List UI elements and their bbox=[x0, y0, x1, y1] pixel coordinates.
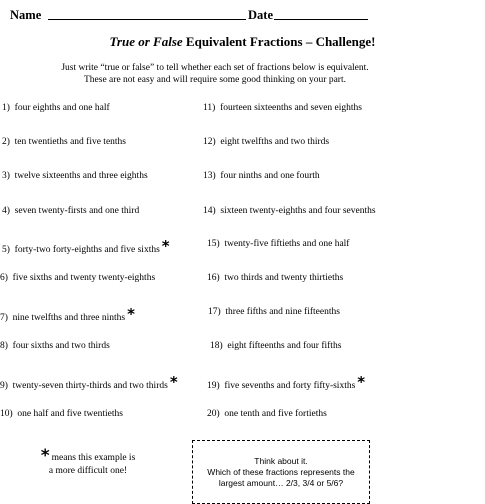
problem-number: 2) bbox=[2, 137, 10, 147]
problem-5 bbox=[2, 239, 170, 255]
problem-number: 5) bbox=[2, 245, 10, 255]
problem-number: 9) bbox=[0, 381, 8, 391]
problem-text: twenty-seven thirty-thirds and two thirds bbox=[12, 381, 168, 391]
problem-number: 16) bbox=[207, 273, 220, 283]
problem-text: sixteen twenty-eighths and four sevenths bbox=[220, 206, 376, 216]
problem-17 bbox=[208, 307, 340, 317]
problem-text: four sixths and two thirds bbox=[12, 341, 110, 351]
date-label: Date bbox=[248, 8, 273, 22]
problem-text: two thirds and twenty thirtieths bbox=[224, 273, 344, 283]
problem-text: five sevenths and forty fifty-sixths bbox=[224, 381, 356, 391]
problem-text: three fifths and nine fifteenths bbox=[225, 307, 340, 317]
problem-13 bbox=[203, 171, 320, 181]
problem-number: 12) bbox=[203, 137, 216, 147]
problem-number: 6) bbox=[0, 273, 8, 283]
problem-number: 1) bbox=[2, 103, 10, 113]
problem-number: 15) bbox=[207, 239, 220, 249]
problem-text: nine twelfths and three ninths bbox=[12, 313, 126, 323]
name-blank[interactable] bbox=[48, 19, 246, 20]
problem-1 bbox=[2, 103, 110, 113]
problem-number: 18) bbox=[210, 341, 223, 351]
problem-7 bbox=[0, 307, 135, 323]
problem-number: 10) bbox=[0, 409, 13, 419]
problem-10 bbox=[0, 409, 123, 419]
problem-number: 14) bbox=[203, 206, 216, 216]
problem-text: twelve sixteenths and three eighths bbox=[14, 171, 148, 181]
problem-number: 19) bbox=[207, 381, 220, 391]
problem-text: forty-two forty-eighths and five sixths bbox=[14, 245, 160, 255]
problem-number: 17) bbox=[208, 307, 221, 317]
problem-text: four eighths and one half bbox=[14, 103, 110, 113]
problem-19 bbox=[207, 375, 365, 391]
problem-20 bbox=[207, 409, 327, 419]
problem-6 bbox=[0, 273, 155, 283]
legend-line-1: means this example is bbox=[51, 453, 136, 463]
problem-number: 4) bbox=[2, 206, 10, 216]
problem-number: 7) bbox=[0, 313, 8, 323]
problem-14 bbox=[203, 206, 376, 216]
legend-star: * bbox=[40, 446, 50, 466]
problem-text: one half and five twentieths bbox=[17, 409, 123, 419]
problem-16 bbox=[207, 273, 343, 283]
problem-text: one tenth and five fortieths bbox=[224, 409, 327, 419]
legend-line-2: a more difficult one! bbox=[48, 466, 128, 476]
name-label: Name bbox=[10, 8, 42, 22]
problem-3 bbox=[2, 171, 148, 181]
problem-text: five sixths and twenty twenty-eighths bbox=[12, 273, 156, 283]
instructions-line-1: Just write “true or false” to tell whether each set of fractions below is equivalent. bbox=[61, 63, 369, 73]
problem-text: eight fifteenths and four fifths bbox=[227, 341, 342, 351]
difficult-star: * bbox=[357, 373, 366, 391]
problem-text: ten twentieths and five tenths bbox=[14, 137, 127, 147]
think-line-2: Which of these fractions represents the bbox=[207, 467, 355, 477]
date-blank[interactable] bbox=[274, 19, 368, 20]
problem-18 bbox=[210, 341, 341, 351]
think-line-3: largest amount… 2/3, 3/4 or 5/6? bbox=[218, 478, 344, 488]
problem-number: 11) bbox=[203, 103, 216, 113]
problem-text: four ninths and one fourth bbox=[220, 171, 320, 181]
think-about-it-box bbox=[192, 440, 370, 504]
problem-2 bbox=[2, 137, 126, 147]
problem-4 bbox=[2, 206, 139, 216]
title-italic: True or False bbox=[109, 34, 183, 49]
page-title bbox=[0, 34, 485, 50]
title-rest: Equivalent Fractions – Challenge! bbox=[182, 34, 376, 49]
difficult-star: * bbox=[169, 373, 178, 391]
problem-number: 3) bbox=[2, 171, 10, 181]
problem-15 bbox=[207, 239, 349, 249]
problem-number: 8) bbox=[0, 341, 8, 351]
think-line-1: Think about it. bbox=[254, 456, 308, 466]
difficult-star: * bbox=[161, 237, 170, 255]
problem-text: twenty-five fiftieths and one half bbox=[224, 239, 350, 249]
legend bbox=[28, 448, 148, 477]
problem-text: seven twenty-firsts and one third bbox=[14, 206, 140, 216]
problem-number: 13) bbox=[203, 171, 216, 181]
problem-text: eight twelfths and two thirds bbox=[220, 137, 330, 147]
problem-number: 20) bbox=[207, 409, 220, 419]
problem-9 bbox=[0, 375, 178, 391]
instructions-line-2: These are not easy and will require some good thinking on your part. bbox=[84, 75, 346, 85]
problem-12 bbox=[203, 137, 329, 147]
problem-text: fourteen sixteenths and seven eighths bbox=[220, 103, 362, 113]
difficult-star: * bbox=[127, 305, 135, 323]
problem-11 bbox=[203, 103, 362, 113]
problem-8 bbox=[0, 341, 110, 351]
instructions bbox=[20, 62, 410, 86]
